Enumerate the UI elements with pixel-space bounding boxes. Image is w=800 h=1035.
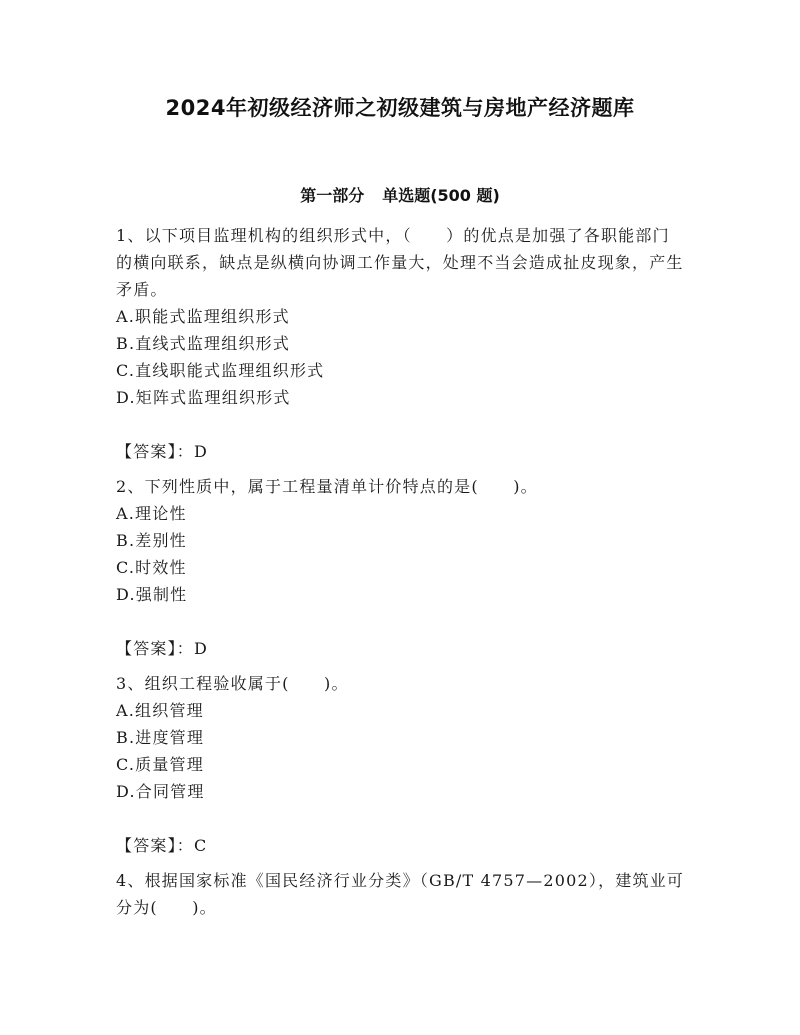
option-list bbox=[116, 303, 686, 411]
question-item bbox=[116, 473, 686, 662]
question-stem: 3、组织工程验收属于( )。 bbox=[116, 674, 349, 693]
option-a: A.理论性 bbox=[116, 504, 187, 523]
option-b: B.直线式监理组织形式 bbox=[116, 334, 291, 353]
option-c: C.质量管理 bbox=[116, 755, 204, 774]
question-item bbox=[116, 670, 686, 859]
option-c: C.直线职能式监理组织形式 bbox=[116, 361, 325, 380]
section-heading-text: 单选题(500 题) bbox=[382, 186, 500, 205]
document-title: 2024年初级经济师之初级建筑与房地产经济题库 bbox=[165, 96, 635, 120]
answer-line bbox=[116, 635, 686, 662]
question-item bbox=[116, 222, 686, 465]
question-stem: 2、下列性质中，属于工程量清单计价特点的是( )。 bbox=[116, 477, 538, 496]
answer-label: 【答案】： bbox=[116, 639, 195, 658]
option-d: D.矩阵式监理组织形式 bbox=[116, 388, 291, 407]
option-list bbox=[116, 500, 686, 608]
answer-line bbox=[116, 438, 686, 465]
option-a: A.职能式监理组织形式 bbox=[116, 307, 290, 326]
answer-value: D bbox=[194, 639, 209, 658]
option-c: C.时效性 bbox=[116, 558, 187, 577]
option-b: B.进度管理 bbox=[116, 728, 205, 747]
option-d: D.强制性 bbox=[116, 585, 188, 604]
section-heading bbox=[0, 183, 800, 206]
answer-label: 【答案】： bbox=[116, 836, 195, 855]
option-b: B.差别性 bbox=[116, 531, 187, 550]
answer-line bbox=[116, 832, 686, 859]
answer-label: 【答案】： bbox=[116, 442, 195, 461]
section-part: 第一部分 bbox=[300, 186, 365, 205]
question-stem: 1、以下项目监理机构的组织形式中，（ ）的优点是加强了各职能部门的横向联系，缺点是纵横向协调工作量大，处理不当会造成扯皮现象，产生矛盾。 bbox=[116, 226, 684, 299]
option-list bbox=[116, 697, 686, 805]
question-item bbox=[116, 867, 686, 921]
question-list bbox=[116, 222, 686, 921]
answer-value: D bbox=[194, 442, 209, 461]
option-a: A.组织管理 bbox=[116, 701, 204, 720]
option-d: D.合同管理 bbox=[116, 782, 205, 801]
question-stem: 4、根据国家标准《国民经济行业分类》（GB/T 4757—2002），建筑业可分为( )。 bbox=[116, 871, 685, 917]
answer-value: C bbox=[194, 836, 208, 855]
